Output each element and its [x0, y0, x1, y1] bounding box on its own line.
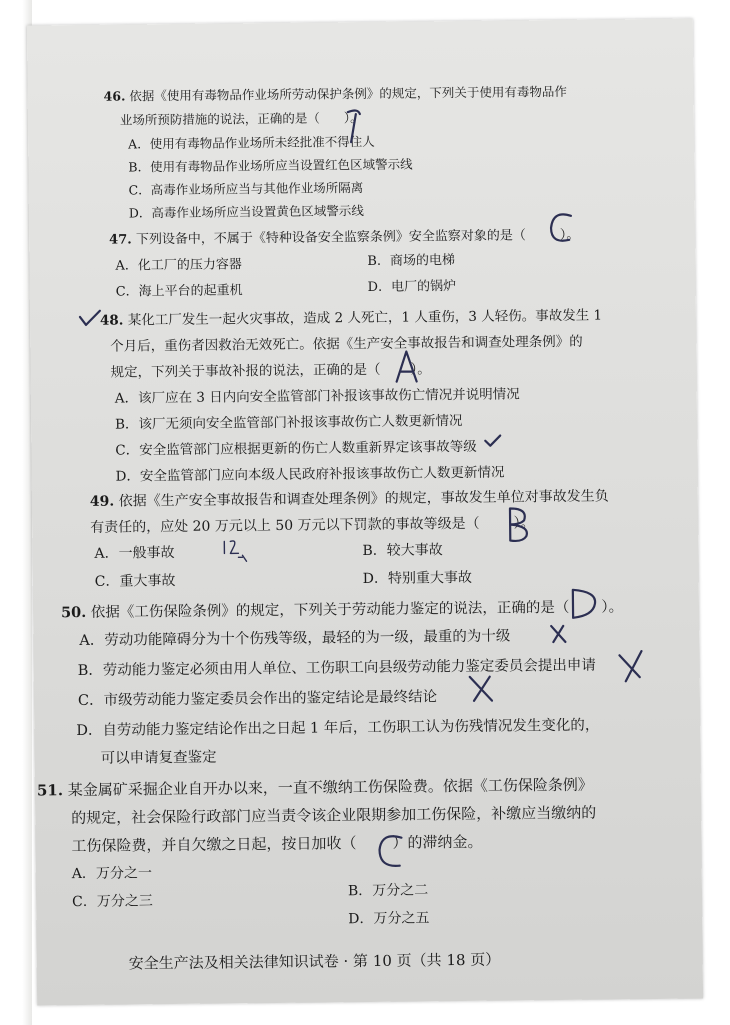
question-48-line-3: [110, 357, 430, 380]
option-label: D．: [115, 468, 141, 485]
option-text: 安全监管部门应根据更新的伤亡人数重新界定该事故等级: [139, 438, 477, 459]
cross-mark: [615, 647, 645, 685]
question-stem: ）的滞纳金。: [392, 832, 483, 852]
question-stem: 有责任的，应处 20 万元以上 50 万元以下罚款的事故等级是（: [90, 515, 480, 536]
question-stem: ）。: [559, 227, 580, 243]
option-text: 电厂的锅炉: [391, 279, 457, 295]
option-text: 特别重大事故: [387, 569, 473, 587]
exam-page: [27, 19, 703, 1006]
question-47-line-1: [109, 224, 579, 248]
handwritten-mark: [342, 106, 366, 146]
option-text: 化工厂的压力容器: [137, 257, 242, 274]
option-text: 可以申请复查鉴定: [100, 749, 217, 767]
check-mark: [483, 433, 503, 449]
question-stem: 的规定，社会保险行政部门应当责令该企业限期参加工伤保险，补缴应当缴纳的: [71, 803, 597, 828]
option-label: C．: [128, 182, 151, 198]
option-label: C．: [115, 442, 140, 459]
option-d: [368, 275, 457, 295]
option-c: [129, 178, 364, 198]
option-d: [129, 201, 364, 221]
option-a: [79, 624, 510, 650]
scratch-note: [220, 537, 250, 563]
option-b: [115, 409, 463, 433]
option-label: D．: [76, 722, 103, 740]
question-51-line-2: [71, 802, 596, 828]
option-text: 市级劳动能力鉴定委员会作出的鉴定结论是最终结论: [103, 689, 438, 709]
question-stem: 下列设备中，不属于《特种设备安全监察条例》安全监察对象的是（: [135, 228, 526, 248]
option-label: B．: [362, 542, 387, 560]
option-label: A．: [114, 390, 139, 407]
question-number: 47.: [109, 232, 132, 248]
option-a: [115, 253, 242, 273]
option-a: [94, 542, 174, 563]
option-text: 万分之二: [372, 882, 429, 899]
question-number: 46.: [103, 88, 126, 104]
handwritten-answer-d: [567, 586, 601, 622]
option-c: [116, 279, 243, 299]
option-text: 较大事故: [386, 542, 443, 559]
option-d: [348, 907, 429, 928]
option-text: 万分之三: [96, 893, 153, 910]
handwritten-answer-c: [369, 828, 409, 874]
option-text: 高毒作业场所应当与其他作业场所隔离: [150, 180, 364, 198]
question-number: 49.: [89, 493, 115, 510]
option-text: 重大事故: [119, 572, 176, 590]
option-label: D．: [367, 279, 392, 295]
option-text: 万分之五: [373, 910, 430, 927]
question-stem: 业场所预防措施的说法，正确的是（: [119, 110, 320, 128]
option-label: A．: [71, 865, 96, 883]
option-label: A．: [79, 632, 105, 649]
question-46-line-1: [104, 82, 567, 105]
option-d: [115, 461, 504, 485]
option-c: [78, 685, 437, 710]
option-a: [128, 132, 375, 153]
option-c: [72, 890, 153, 911]
question-stem: 个月后，重伤者因救治无效死亡。依据《生产安全事故报告和调查处理条例》的: [110, 333, 583, 355]
handwritten-answer-b: [504, 504, 535, 544]
option-label: B．: [367, 253, 391, 269]
question-48-line-2: [110, 330, 583, 355]
question-46-line-2: [120, 108, 363, 129]
option-label: A．: [115, 258, 138, 274]
option-b: [78, 654, 596, 680]
option-text: 商场的电梯: [389, 253, 456, 269]
question-49-line-2: [90, 512, 535, 537]
option-d-continued: [100, 746, 216, 768]
question-stem: 规定，下列关于事故补报的说法，正确的是（: [110, 361, 381, 381]
question-stem: ）。: [410, 361, 431, 378]
option-b: [348, 879, 429, 900]
question-stem: ）。: [513, 515, 535, 532]
option-label: C．: [77, 692, 104, 710]
option-label: B．: [128, 159, 151, 175]
question-48-line-1: [100, 304, 602, 329]
option-label: D．: [348, 910, 374, 928]
background-left: [0, 0, 32, 1025]
option-b: [128, 154, 412, 175]
cross-mark: [547, 622, 569, 646]
option-label: B．: [114, 416, 139, 433]
question-50-line-1: [61, 595, 623, 622]
option-c: [115, 435, 477, 459]
page-footer: 安全生产法及相关法律知识试卷 · 第 10 页（共 18 页）: [128, 950, 501, 973]
option-text: 使用有毒物品作业场所应当设置红色区域警示线: [149, 156, 413, 175]
question-stem: 某化工厂发生一起火灾事故，造成 2 人死亡，1 人重伤，3 人轻伤。事故发生 1: [127, 307, 603, 329]
option-c: [95, 570, 176, 591]
question-number: 50.: [60, 603, 87, 622]
option-text: 劳动能力鉴定必须由用人单位、工伤职工向县级劳动能力鉴定委员会提出申请: [102, 657, 596, 679]
question-stem: 依据《生产安全事故报告和调查处理条例》的规定，事故发生单位对事故发生负: [118, 488, 609, 510]
option-label: D．: [128, 205, 152, 221]
option-text: 一般事故: [118, 544, 175, 562]
question-stem: ）。: [601, 599, 624, 616]
handwritten-answer-a: [390, 347, 424, 387]
question-number: 48.: [99, 312, 124, 329]
cross-mark: [466, 673, 496, 705]
option-text: 该厂应在 3 日内向安全监管部门补报该事故伤亡情况并说明情况: [137, 386, 520, 407]
option-label: C．: [115, 284, 139, 300]
handwritten-answer-c: [543, 208, 579, 248]
option-text: 海上平台的起重机: [138, 283, 243, 300]
option-label: B．: [77, 662, 103, 680]
option-label: C．: [71, 893, 97, 911]
option-text: 高毒作业场所应当设置黄色区域警示线: [151, 202, 364, 221]
question-stem: 工伤保险费，并自欠缴之日起，按日加收（: [71, 834, 357, 856]
option-label: B．: [347, 882, 373, 900]
option-text: 该厂无须向安全监管部门补报该事故伤亡人数更新情况: [138, 412, 463, 433]
option-text: 使用有毒物品作业场所未经批准不得住人: [149, 133, 375, 152]
question-51-line-3: [71, 831, 482, 856]
option-d: [76, 714, 599, 740]
option-text: 劳动功能障碍分为十个伤残等级，最轻的为一级，最重的为十级: [104, 628, 511, 649]
option-text: 自劳动能力鉴定结论作出之日起 1 年后，工伤职工认为伤残情况发生变化的，: [102, 717, 600, 739]
question-number: 51.: [36, 781, 64, 800]
option-text: 万分之一: [95, 865, 152, 882]
question-stem: ）。: [343, 110, 363, 126]
option-b: [367, 249, 455, 269]
option-text: 安全监管部门应向本级人民政府补报该事故伤亡人数更新情况: [139, 464, 505, 485]
option-label: C．: [94, 573, 120, 590]
option-a: [72, 862, 152, 883]
question-stem: 依据《工伤保险条例》的规定，下列关于劳动能力鉴定的说法，正确的是（: [90, 599, 570, 621]
question-51-line-1: [37, 774, 593, 801]
question-stem: 依据《使用有毒物品作业场所劳动保护条例》的规定，下列关于使用有毒物品作: [129, 83, 567, 104]
question-stem: 某金属矿采掘企业自开办以来，一直不缴纳工伤保险费。依据《工伤保险条例》: [67, 775, 593, 800]
option-label: A．: [94, 545, 119, 562]
option-b: [362, 539, 443, 560]
option-label: A．: [128, 136, 150, 152]
option-d: [363, 567, 472, 588]
option-label: D．: [362, 570, 389, 588]
option-a: [115, 382, 520, 406]
